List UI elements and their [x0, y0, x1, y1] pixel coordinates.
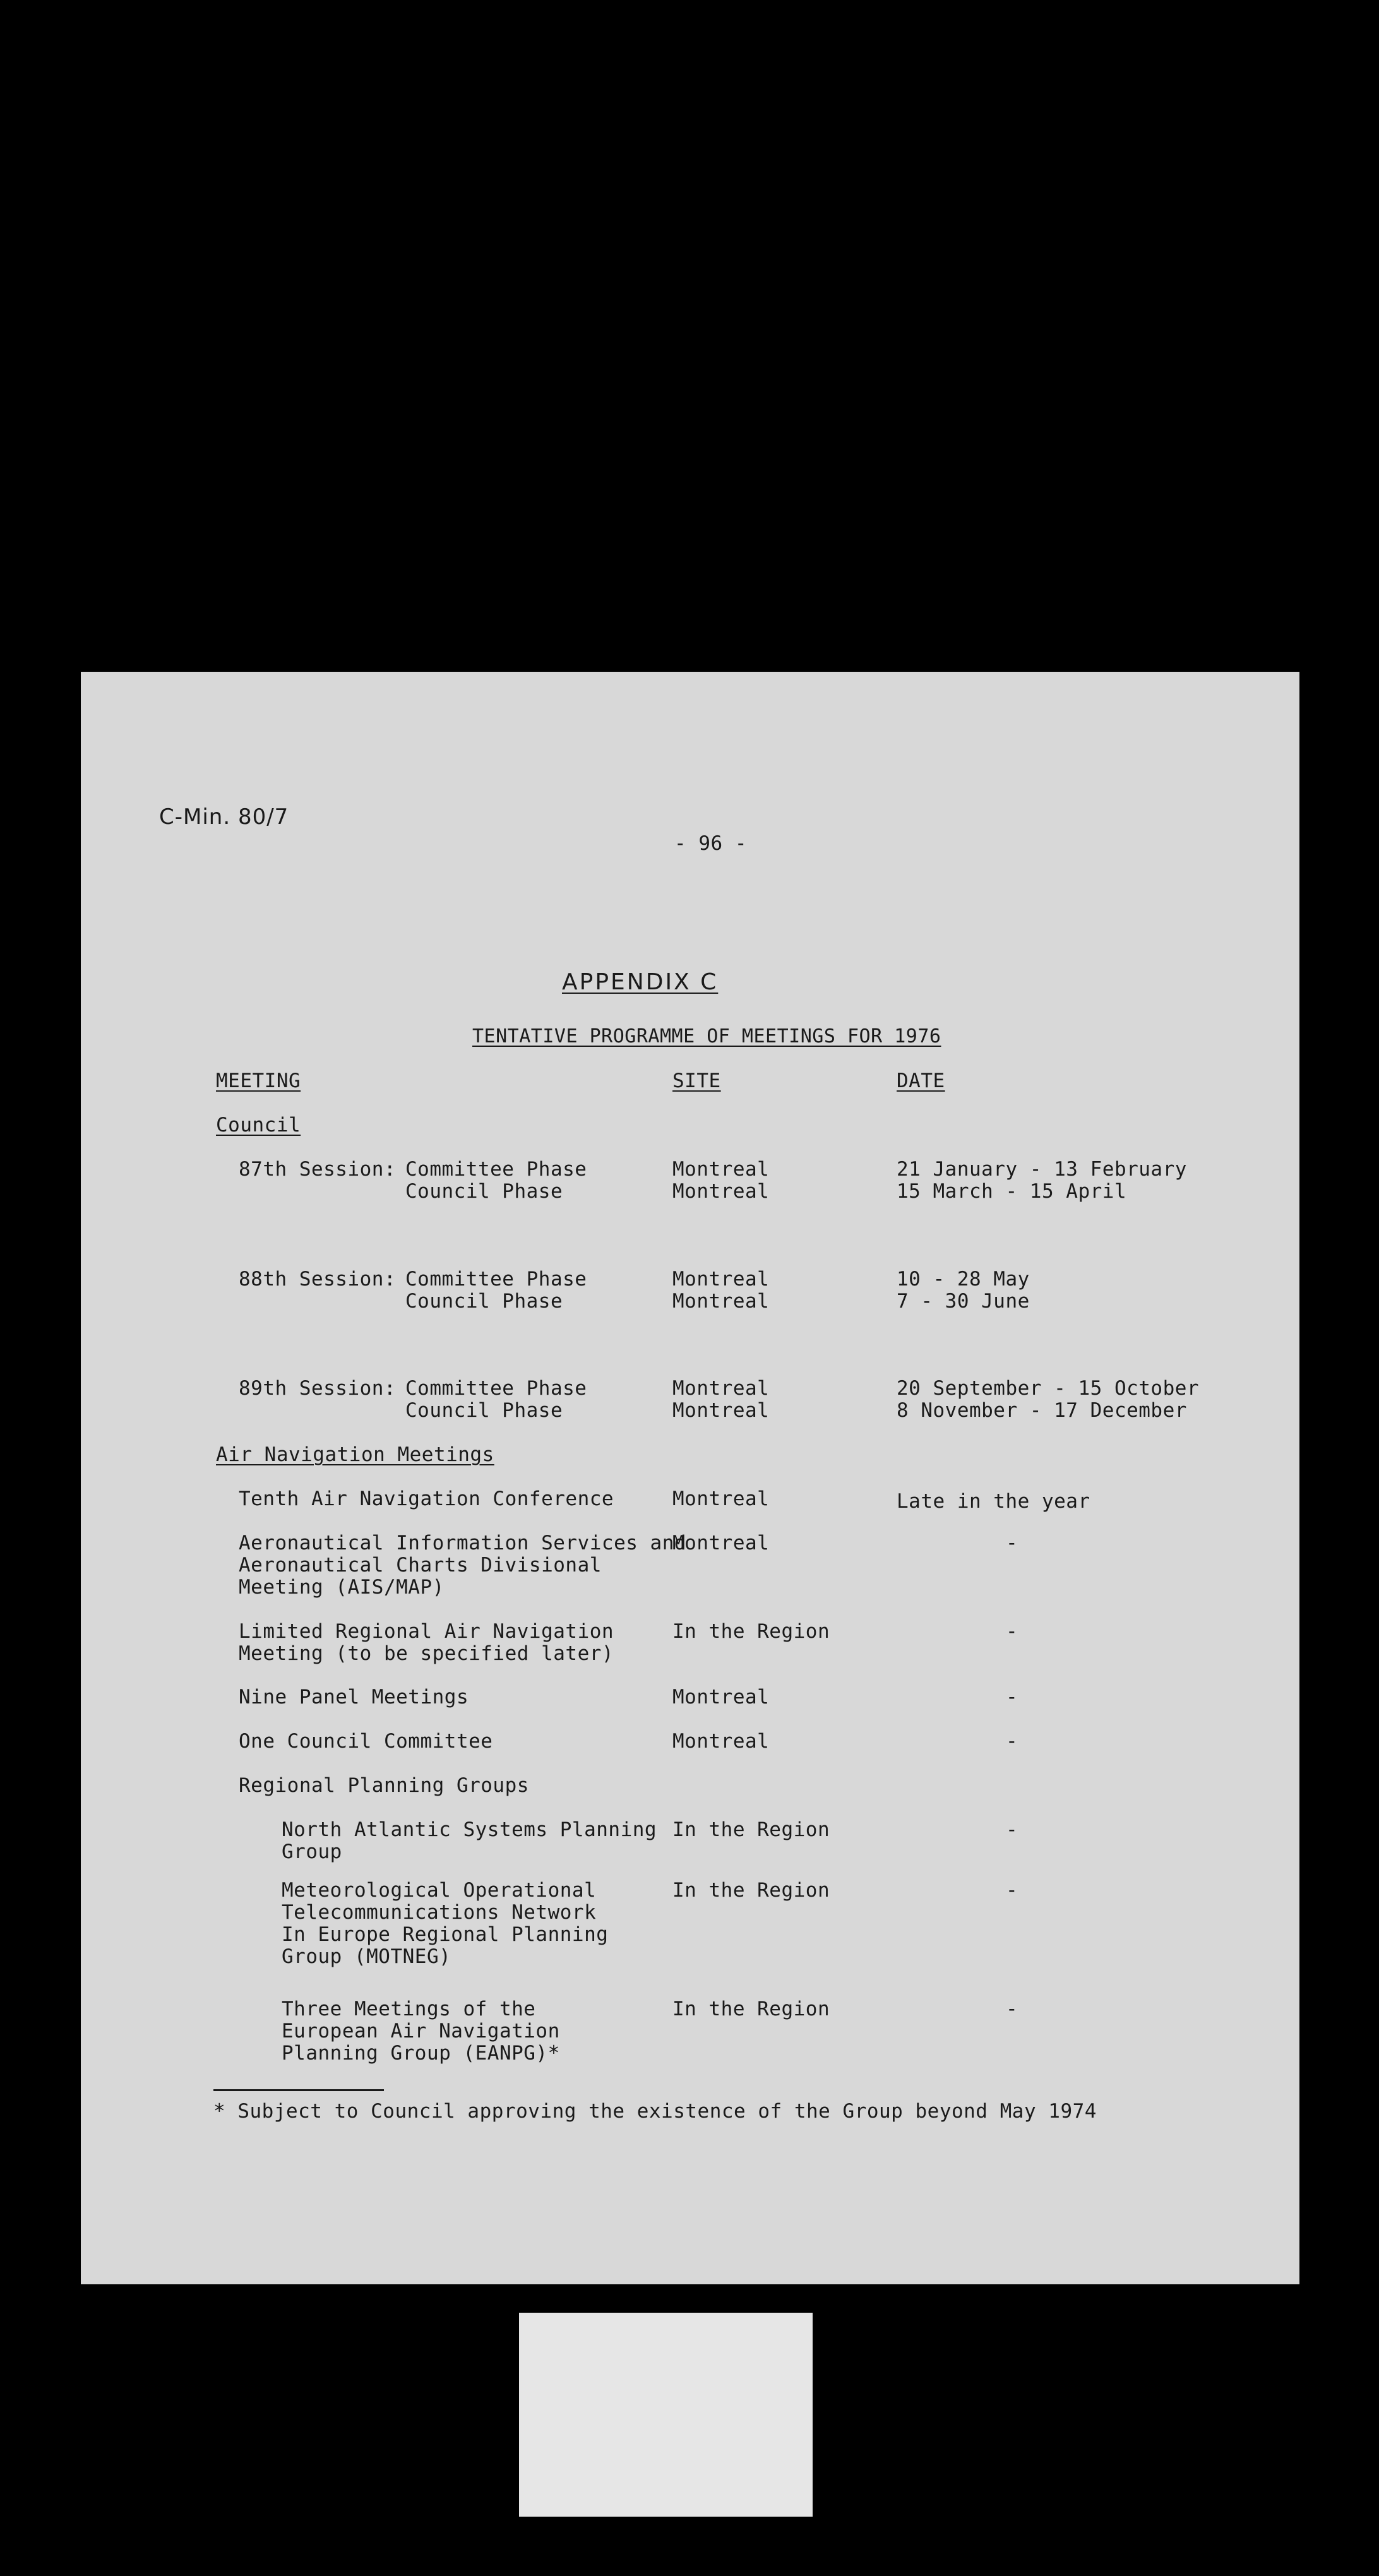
planning-group-name: Three Meetings of the [282, 1998, 536, 2020]
session-name: 87th Session: [239, 1158, 397, 1181]
session-date: 10 - 28 May [897, 1268, 1030, 1291]
planning-group-name: Planning Group (EANPG)* [282, 2042, 560, 2065]
planning-group-name: Group [282, 1840, 342, 1863]
session-phase: Committee Phase [405, 1158, 587, 1181]
planning-group-name: Telecommunications Network [282, 1901, 597, 1924]
session-date: 21 January - 13 February [897, 1158, 1187, 1181]
meeting-site: Montreal [672, 1730, 770, 1753]
planning-group-name: Group (MOTNEG) [282, 1945, 451, 1968]
meeting-name: Meeting (AIS/MAP) [239, 1576, 445, 1599]
session-site: Montreal [672, 1290, 770, 1313]
session-date: 7 - 30 June [897, 1290, 1030, 1313]
planning-group-name: In Europe Regional Planning [282, 1923, 609, 1946]
session-phase: Council Phase [405, 1290, 563, 1313]
planning-group-date: - [1006, 1998, 1018, 2020]
column-heading-site: SITE [672, 1070, 721, 1092]
meeting-name: Nine Panel Meetings [239, 1686, 469, 1708]
meeting-name: Aeronautical Charts Divisional [239, 1554, 602, 1577]
footnote: * Subject to Council approving the existence of the Group beyond May 1974 [213, 2100, 1097, 2123]
session-site: Montreal [672, 1158, 770, 1181]
document-page [81, 672, 1299, 2284]
session-name: 88th Session: [239, 1268, 397, 1291]
session-site: Montreal [672, 1377, 770, 1400]
meeting-name: One Council Committee [239, 1730, 493, 1753]
session-site: Montreal [672, 1268, 770, 1291]
meeting-site: Montreal [672, 1686, 770, 1708]
session-phase: Council Phase [405, 1399, 563, 1422]
meeting-date: Late in the year [897, 1490, 1090, 1513]
planning-group-date: - [1006, 1818, 1018, 1841]
session-phase: Committee Phase [405, 1377, 587, 1400]
planning-group-name: North Atlantic Systems Planning [282, 1818, 657, 1841]
meeting-name: Aeronautical Information Services and [239, 1532, 687, 1554]
column-heading-date: DATE [897, 1070, 945, 1092]
meeting-site: Montreal [672, 1488, 770, 1510]
session-site: Montreal [672, 1399, 770, 1422]
column-heading-meeting: MEETING [216, 1070, 301, 1092]
meeting-name: Tenth Air Navigation Conference [239, 1488, 614, 1510]
planning-group-name: European Air Navigation [282, 2020, 560, 2042]
programme-title: TENTATIVE PROGRAMME OF MEETINGS FOR 1976 [472, 1025, 941, 1047]
meeting-date: - [1006, 1686, 1018, 1708]
meeting-site: In the Region [672, 1620, 830, 1643]
planning-group-site: In the Region [672, 1879, 830, 1902]
session-date: 8 November - 17 December [897, 1399, 1187, 1422]
meeting-name: Meeting (to be specified later) [239, 1642, 614, 1665]
meeting-name: Limited Regional Air Navigation [239, 1620, 614, 1643]
page-number: - 96 - [674, 832, 747, 855]
blank-card [519, 2313, 813, 2517]
planning-group-name: Meteorological Operational [282, 1879, 597, 1902]
document-reference: C-Min. 80/7 [159, 804, 289, 830]
council-heading: Council [216, 1114, 301, 1136]
meeting-date: - [1006, 1730, 1018, 1753]
session-name: 89th Session: [239, 1377, 397, 1400]
planning-group-site: In the Region [672, 1998, 830, 2020]
air-navigation-heading: Air Navigation Meetings [216, 1443, 494, 1466]
session-phase: Council Phase [405, 1180, 563, 1203]
session-phase: Committee Phase [405, 1268, 587, 1291]
session-date: 20 September - 15 October [897, 1377, 1200, 1400]
meeting-date: - [1006, 1620, 1018, 1643]
footnote-rule [213, 2089, 384, 2091]
appendix-title: APPENDIX C [562, 969, 719, 995]
meeting-date: - [1006, 1532, 1018, 1554]
planning-group-date: - [1006, 1879, 1018, 1902]
meeting-site: Montreal [672, 1532, 770, 1554]
session-site: Montreal [672, 1180, 770, 1203]
meeting-name: Regional Planning Groups [239, 1774, 529, 1797]
planning-group-site: In the Region [672, 1818, 830, 1841]
session-date: 15 March - 15 April [897, 1180, 1127, 1203]
